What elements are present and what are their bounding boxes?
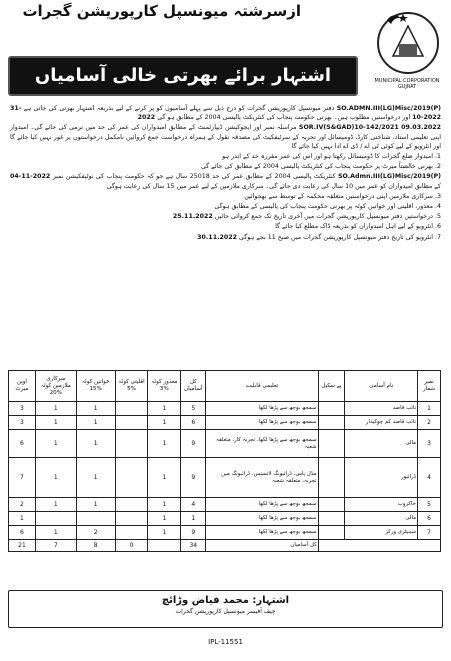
cell-no: 7 bbox=[418, 526, 441, 540]
table-total-row bbox=[9, 540, 441, 552]
cell-qualification: مڈل پاس، ڈرائیونگ لائسنس، ڈرائیونگ میں تجربہ، متعلقہ شعبہ bbox=[206, 458, 318, 498]
notice-text bbox=[10, 104, 441, 243]
department-title: ازسرشتہ میونسپل کارپوریشن گجرات bbox=[22, 2, 301, 20]
col-open: اوپن میرٹ bbox=[9, 371, 36, 402]
publication-reference: IPL-11551 bbox=[208, 638, 243, 646]
cell-open: 3 bbox=[9, 416, 36, 430]
cell-disabled: 1 bbox=[148, 416, 181, 430]
cell-post: نائب قاصد bbox=[345, 402, 418, 416]
col-women: خواتین کوٹہ 15% bbox=[76, 371, 115, 402]
table-row bbox=[9, 458, 441, 498]
cell-women: 1 bbox=[76, 416, 115, 430]
cell-no: 4 bbox=[418, 458, 441, 498]
cell-disabled: 1 bbox=[148, 458, 181, 498]
paragraph-text: کنٹریکٹ پالیسی 2004 کے مطابق عمر کی حد 25018 سال ہے جو کہ حکومت پنجاب کی نوٹیفکیشن نمبر bbox=[52, 173, 336, 181]
cell-no: 6 bbox=[418, 512, 441, 526]
cell-total: 5 bbox=[181, 402, 206, 416]
cell-qualification: سمجھ بوجھ سے پڑھا لکھا bbox=[206, 402, 318, 416]
cell-total-minority: 0 bbox=[115, 540, 148, 552]
rule-2: 2. بھرتی خالصتاً میرٹ پر حکومت پنجاب کی کنٹریکٹ پالیسی 2004 کے مطابق کی جائے گی bbox=[200, 163, 441, 171]
rule-text: درخواستیں دفتر میونسپل کارپوریشن گجرات میں آخری تاریخ تک جمع کروائی جائیں bbox=[214, 213, 433, 221]
cell-women: 1 bbox=[76, 498, 115, 512]
cell-total: 9 bbox=[181, 430, 206, 458]
cell-minority bbox=[115, 498, 148, 512]
cell-total: 4 bbox=[181, 498, 206, 512]
signatory-name: اشتہار: محمد فیاض وڑائچ bbox=[161, 595, 290, 606]
cell-disabled: 1 bbox=[148, 526, 181, 540]
rule-5: 5. درخواستیں دفتر میونسپل کارپوریشن گجرات میں آخری تاریخ تک جمع کروائی جائیں 25.11.2022 bbox=[172, 213, 441, 221]
cell-servant: 1 bbox=[35, 498, 76, 512]
cell-no: 2 bbox=[418, 416, 441, 430]
cell-qualification: سمجھ بوجھ سے پڑھا لکھا، تجربہ کار، متعلقہ شعبہ bbox=[206, 430, 318, 458]
cell-minority bbox=[115, 430, 148, 458]
cell-servant: 1 bbox=[35, 526, 76, 540]
cell-open: 1 bbox=[9, 512, 36, 526]
cell-total-empty bbox=[318, 540, 440, 552]
table-row bbox=[9, 526, 441, 540]
cell-post: ڈرائیور bbox=[345, 458, 418, 498]
cell-no: 3 bbox=[418, 430, 441, 458]
rule-3: 3. سرکاری ملازمین اپنی درخواستیں متعلقہ محکمہ کے توسط سے بھجوائیں bbox=[244, 192, 441, 200]
rule-text: بھرتی خالصتاً میرٹ پر حکومت پنجاب کی کنٹریکٹ پالیسی 2004 کے مطابق کی جائے گی bbox=[200, 163, 433, 171]
date: 09.03.2022 bbox=[401, 124, 441, 132]
cell-women: 2 bbox=[76, 526, 115, 540]
cell-bps bbox=[318, 430, 345, 458]
year: 2022 bbox=[137, 114, 156, 122]
cell-open: 6 bbox=[9, 430, 36, 458]
ref-number: SO.ADMN.III(LG)Misc/2019(P) bbox=[336, 105, 441, 112]
table-row bbox=[9, 498, 441, 512]
cell-total: 1 bbox=[181, 512, 206, 526]
cell-minority bbox=[115, 416, 148, 430]
paragraph-text: اور درخواستیں مطلوب ہیں۔ بھرتی حکومت پنجاب کی کنٹریکٹ پالیسی 2004 کے مطابق ہو گی bbox=[157, 114, 411, 122]
paragraph-text: دفتر میونسپل کارپوریشن گجرات کو درج ذیل سے پہلے آسامیوں کو پر کرنے کے لیے بذریعہ اشتہار بھرتی کی جاتی ہے bbox=[23, 105, 335, 112]
col-minority: اقلیتی کوٹہ 5% bbox=[115, 371, 148, 402]
cell-open: 3 bbox=[9, 402, 36, 416]
cell-total: 6 bbox=[181, 416, 206, 430]
rule-text: سرکاری ملازمین اپنی درخواستیں متعلقہ محکمہ کے توسط سے بھجوائیں bbox=[244, 192, 433, 200]
cell-disabled: 1 bbox=[148, 512, 181, 526]
cell-women: 1 bbox=[76, 402, 115, 416]
cell-women: 1 bbox=[76, 430, 115, 458]
rule-text: معذور، اقلیتی اور خواتین کوٹہ پر بھرتی حکومت پنجاب کی پالیسی کے مطابق ہوگی bbox=[214, 203, 433, 211]
col-total: کل آسامیاں bbox=[181, 371, 206, 402]
col-servant: سرکاری ملازمین کوٹہ 20% bbox=[35, 371, 76, 402]
paragraph-text: نامکمل درخواستوں پر غور نہیں کیا جائے گا اور انٹرویو کے لیے کوئی ٹی اے / ڈی اے ادا نہیں کیا جائے گا bbox=[10, 133, 441, 150]
cell-servant: 1 bbox=[35, 416, 76, 430]
rule-6: 6. انٹرویو کے لیے اہل امیدواران کو بذریعہ ڈاک مطلع کیا جائے گا bbox=[275, 223, 441, 231]
cell-servant: 1 bbox=[35, 402, 76, 416]
date: 30.11.2022 bbox=[197, 233, 237, 241]
rule-7: 7. انٹرویو کی تاریخ دفتر میونسپل کارپوریشن گجرات میں صبح 11 بجے ہوگی 30.11.2022 bbox=[197, 233, 441, 241]
cell-no: 5 bbox=[418, 498, 441, 512]
table-body bbox=[9, 402, 441, 552]
paragraph-2 bbox=[10, 123, 441, 151]
rule-1: 1. امیدوار ضلع گجرات کا ڈومیسائل رکھتا ہو اور اس کی عمر مقررہ حد کے اندر ہو bbox=[222, 153, 441, 161]
rule-text: انٹرویو کی تاریخ دفتر میونسپل کارپوریشن گجرات میں صبح 11 بجے ہوگی bbox=[239, 233, 433, 241]
col-post: نام آسامی bbox=[345, 371, 418, 402]
cell-servant: 1 bbox=[35, 430, 76, 458]
cell-post: مالی bbox=[345, 512, 418, 526]
municipal-logo bbox=[373, 8, 443, 78]
cell-total-open: 21 bbox=[9, 540, 36, 552]
date: 31-10-2022 bbox=[10, 105, 441, 122]
table-row bbox=[9, 512, 441, 526]
col-disabled: معذور کوٹہ 3% bbox=[148, 371, 181, 402]
rule-4: 4. معذور، اقلیتی اور خواتین کوٹہ پر بھرتی حکومت پنجاب کی پالیسی کے مطابق ہوگی bbox=[214, 203, 441, 211]
cell-post: مالی bbox=[345, 430, 418, 458]
col-bps: پے سکیل bbox=[318, 371, 345, 402]
cell-women bbox=[76, 512, 115, 526]
table-header-row bbox=[9, 371, 441, 402]
cell-post: نائب قاصد کم چوکیدار bbox=[345, 416, 418, 430]
cell-disabled: 1 bbox=[148, 402, 181, 416]
rule-text: امیدوار ضلع گجرات کا ڈومیسائل رکھتا ہو اور اس کی عمر مقررہ حد کے اندر ہو bbox=[222, 153, 433, 161]
col-no: نمبر شمار bbox=[418, 371, 441, 402]
cell-qualification: سمجھ بوجھ سے پڑھا لکھا bbox=[206, 498, 318, 512]
cell-open: 2 bbox=[9, 498, 36, 512]
cell-total-total: 34 bbox=[181, 540, 206, 552]
cell-open: 7 bbox=[9, 458, 36, 498]
cell-total-label: کل آسامیاں bbox=[206, 540, 318, 552]
recruitment-banner: اشتہار برائے بھرتی خالی آسامیاں bbox=[8, 56, 358, 96]
cell-qualification: سمجھ بوجھ سے پڑھا لکھا bbox=[206, 416, 318, 430]
cell-post: خاکروب bbox=[345, 498, 418, 512]
cell-minority bbox=[115, 512, 148, 526]
cell-minority bbox=[115, 402, 148, 416]
cell-servant bbox=[35, 512, 76, 526]
cell-qualification: سمجھ بوجھ سے پڑھا لکھا bbox=[206, 512, 318, 526]
paragraph-3 bbox=[10, 172, 441, 190]
logo-caption: MUNICIPAL CORPORATION GUJRAT bbox=[374, 78, 440, 90]
rule-text: انٹرویو کے لیے اہل امیدواران کو بذریعہ ڈاک مطلع کیا جائے گا bbox=[275, 223, 433, 231]
cell-bps bbox=[318, 498, 345, 512]
cell-open: 6 bbox=[9, 526, 36, 540]
paragraph-text: مراسلہ نمبر اور ایجوکیشن ڈیپارٹمنٹ کے مطابق امیدواران کی عمر کی حد میں نرمی کی جائے گی۔ امیدوار اپنی تعلیمی اسناد، شناختی کارڈ، ڈومیسائل اور تجربہ کے سرٹیفکیٹ کی مصدقہ نقول کے ہمراہ درخواست جمع کروائیں bbox=[10, 124, 441, 141]
cell-total-disabled bbox=[148, 540, 181, 552]
cell-no: 1 bbox=[418, 402, 441, 416]
cell-post: سینیٹری ورکر bbox=[345, 526, 418, 540]
col-qualification: تعلیمی قابلیت bbox=[206, 371, 318, 402]
cell-disabled: 1 bbox=[148, 430, 181, 458]
ref-number: SOR.IV(S&GAD)10-142/2021 bbox=[298, 124, 399, 132]
paragraph-1 bbox=[10, 104, 441, 122]
cell-total-servant: 7 bbox=[35, 540, 76, 552]
cell-total: 9 bbox=[181, 526, 206, 540]
cell-bps bbox=[318, 512, 345, 526]
table-row bbox=[9, 402, 441, 416]
cell-bps bbox=[318, 526, 345, 540]
cell-bps bbox=[318, 402, 345, 416]
cell-minority bbox=[115, 526, 148, 540]
vacancy-table bbox=[8, 370, 441, 552]
table-row bbox=[9, 430, 441, 458]
cell-total-women: 8 bbox=[76, 540, 115, 552]
cell-women: 1 bbox=[76, 458, 115, 498]
cell-bps bbox=[318, 458, 345, 498]
cell-total: 9 bbox=[181, 458, 206, 498]
signatory-title: چیف آفیسر میونسپل کارپوریشن گجرات bbox=[175, 608, 276, 615]
paragraph-text: کے مطابق امیدواران کو عمر میں 10 سال کی رعایت دی جائے گی۔ سرکاری ملازمین کے لیے عمر میں 15 سال کی رعایت ہوگی bbox=[106, 182, 441, 190]
ref-number: SO.Admn.III(LG)Misc/2019(P) bbox=[337, 173, 441, 181]
signature-box bbox=[8, 590, 443, 628]
cell-servant: 1 bbox=[35, 458, 76, 498]
date: 04-11-2022 bbox=[10, 173, 51, 181]
cell-bps bbox=[318, 416, 345, 430]
table-row bbox=[9, 416, 441, 430]
cell-qualification: سمجھ بوجھ سے پڑھا لکھا bbox=[206, 526, 318, 540]
date: 25.11.2022 bbox=[172, 213, 213, 221]
cell-disabled: 1 bbox=[148, 498, 181, 512]
cell-minority bbox=[115, 458, 148, 498]
